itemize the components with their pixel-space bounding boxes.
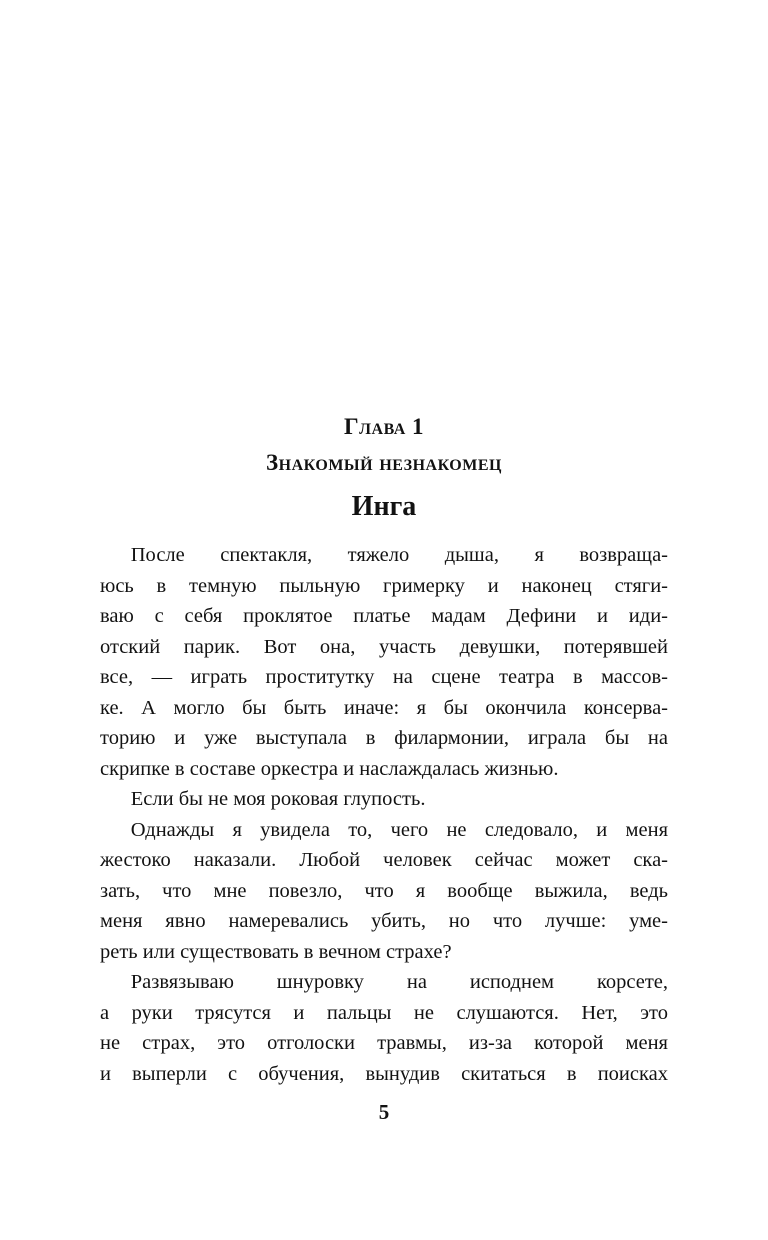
text-line: зать, что мне повезло, что я вообще выжила, ведь	[100, 879, 668, 902]
text-line: Однажды я увидела то, чего не следовало, и меня	[130, 818, 668, 841]
text-column	[100, 412, 668, 1089]
chapter-title: Знакомый незнакомец	[266, 450, 502, 475]
text-line: жестоко наказали. Любой человек сейчас может ска-	[100, 849, 668, 871]
text-line: ваю с себя проклятое платье мадам Дефини и иди-	[100, 605, 668, 627]
text-line: реть или существовать в вечном страхе?	[100, 940, 452, 963]
text-line: Если бы не моя роковая глупость.	[130, 788, 426, 810]
text-line: все, — играть проститутку на сцене театра в массов-	[100, 666, 668, 688]
text-line: меня явно намеревались убить, но что лучше: уме-	[100, 910, 668, 932]
text-line: и выперли с обучения, вынудив скитаться в поисках	[100, 1062, 668, 1085]
text-line: торию и уже выступала в филармонии, играла бы на	[100, 727, 668, 749]
text-line: отский парик. Вот она, участь девушки, потерявшей	[100, 635, 668, 658]
text-line: юсь в темную пыльную гримерку и наконец стяги-	[100, 574, 668, 597]
page-number: 5	[378, 1100, 390, 1124]
paragraph	[100, 815, 668, 968]
text-line: После спектакля, тяжело дыша, я возвраща-	[130, 544, 668, 566]
section-title: Инга	[351, 491, 417, 522]
paragraph	[100, 784, 668, 815]
text-line: скрипке в составе оркестра и наслаждалась жизнью.	[100, 757, 559, 780]
chapter-label: Глава 1	[343, 414, 425, 439]
paragraph	[100, 540, 668, 784]
text-line: ке. А могло бы быть иначе: я бы окончила консерва-	[100, 696, 668, 719]
body-text	[100, 540, 668, 1089]
paragraph	[100, 967, 668, 1089]
text-line: а руки трясутся и пальцы не слушаются. Нет, это	[100, 1001, 668, 1024]
text-line: не страх, это отголоски травмы, из-за которой меня	[100, 1032, 668, 1054]
text-line: Развязываю шнуровку на исподнем корсете,	[130, 971, 668, 993]
